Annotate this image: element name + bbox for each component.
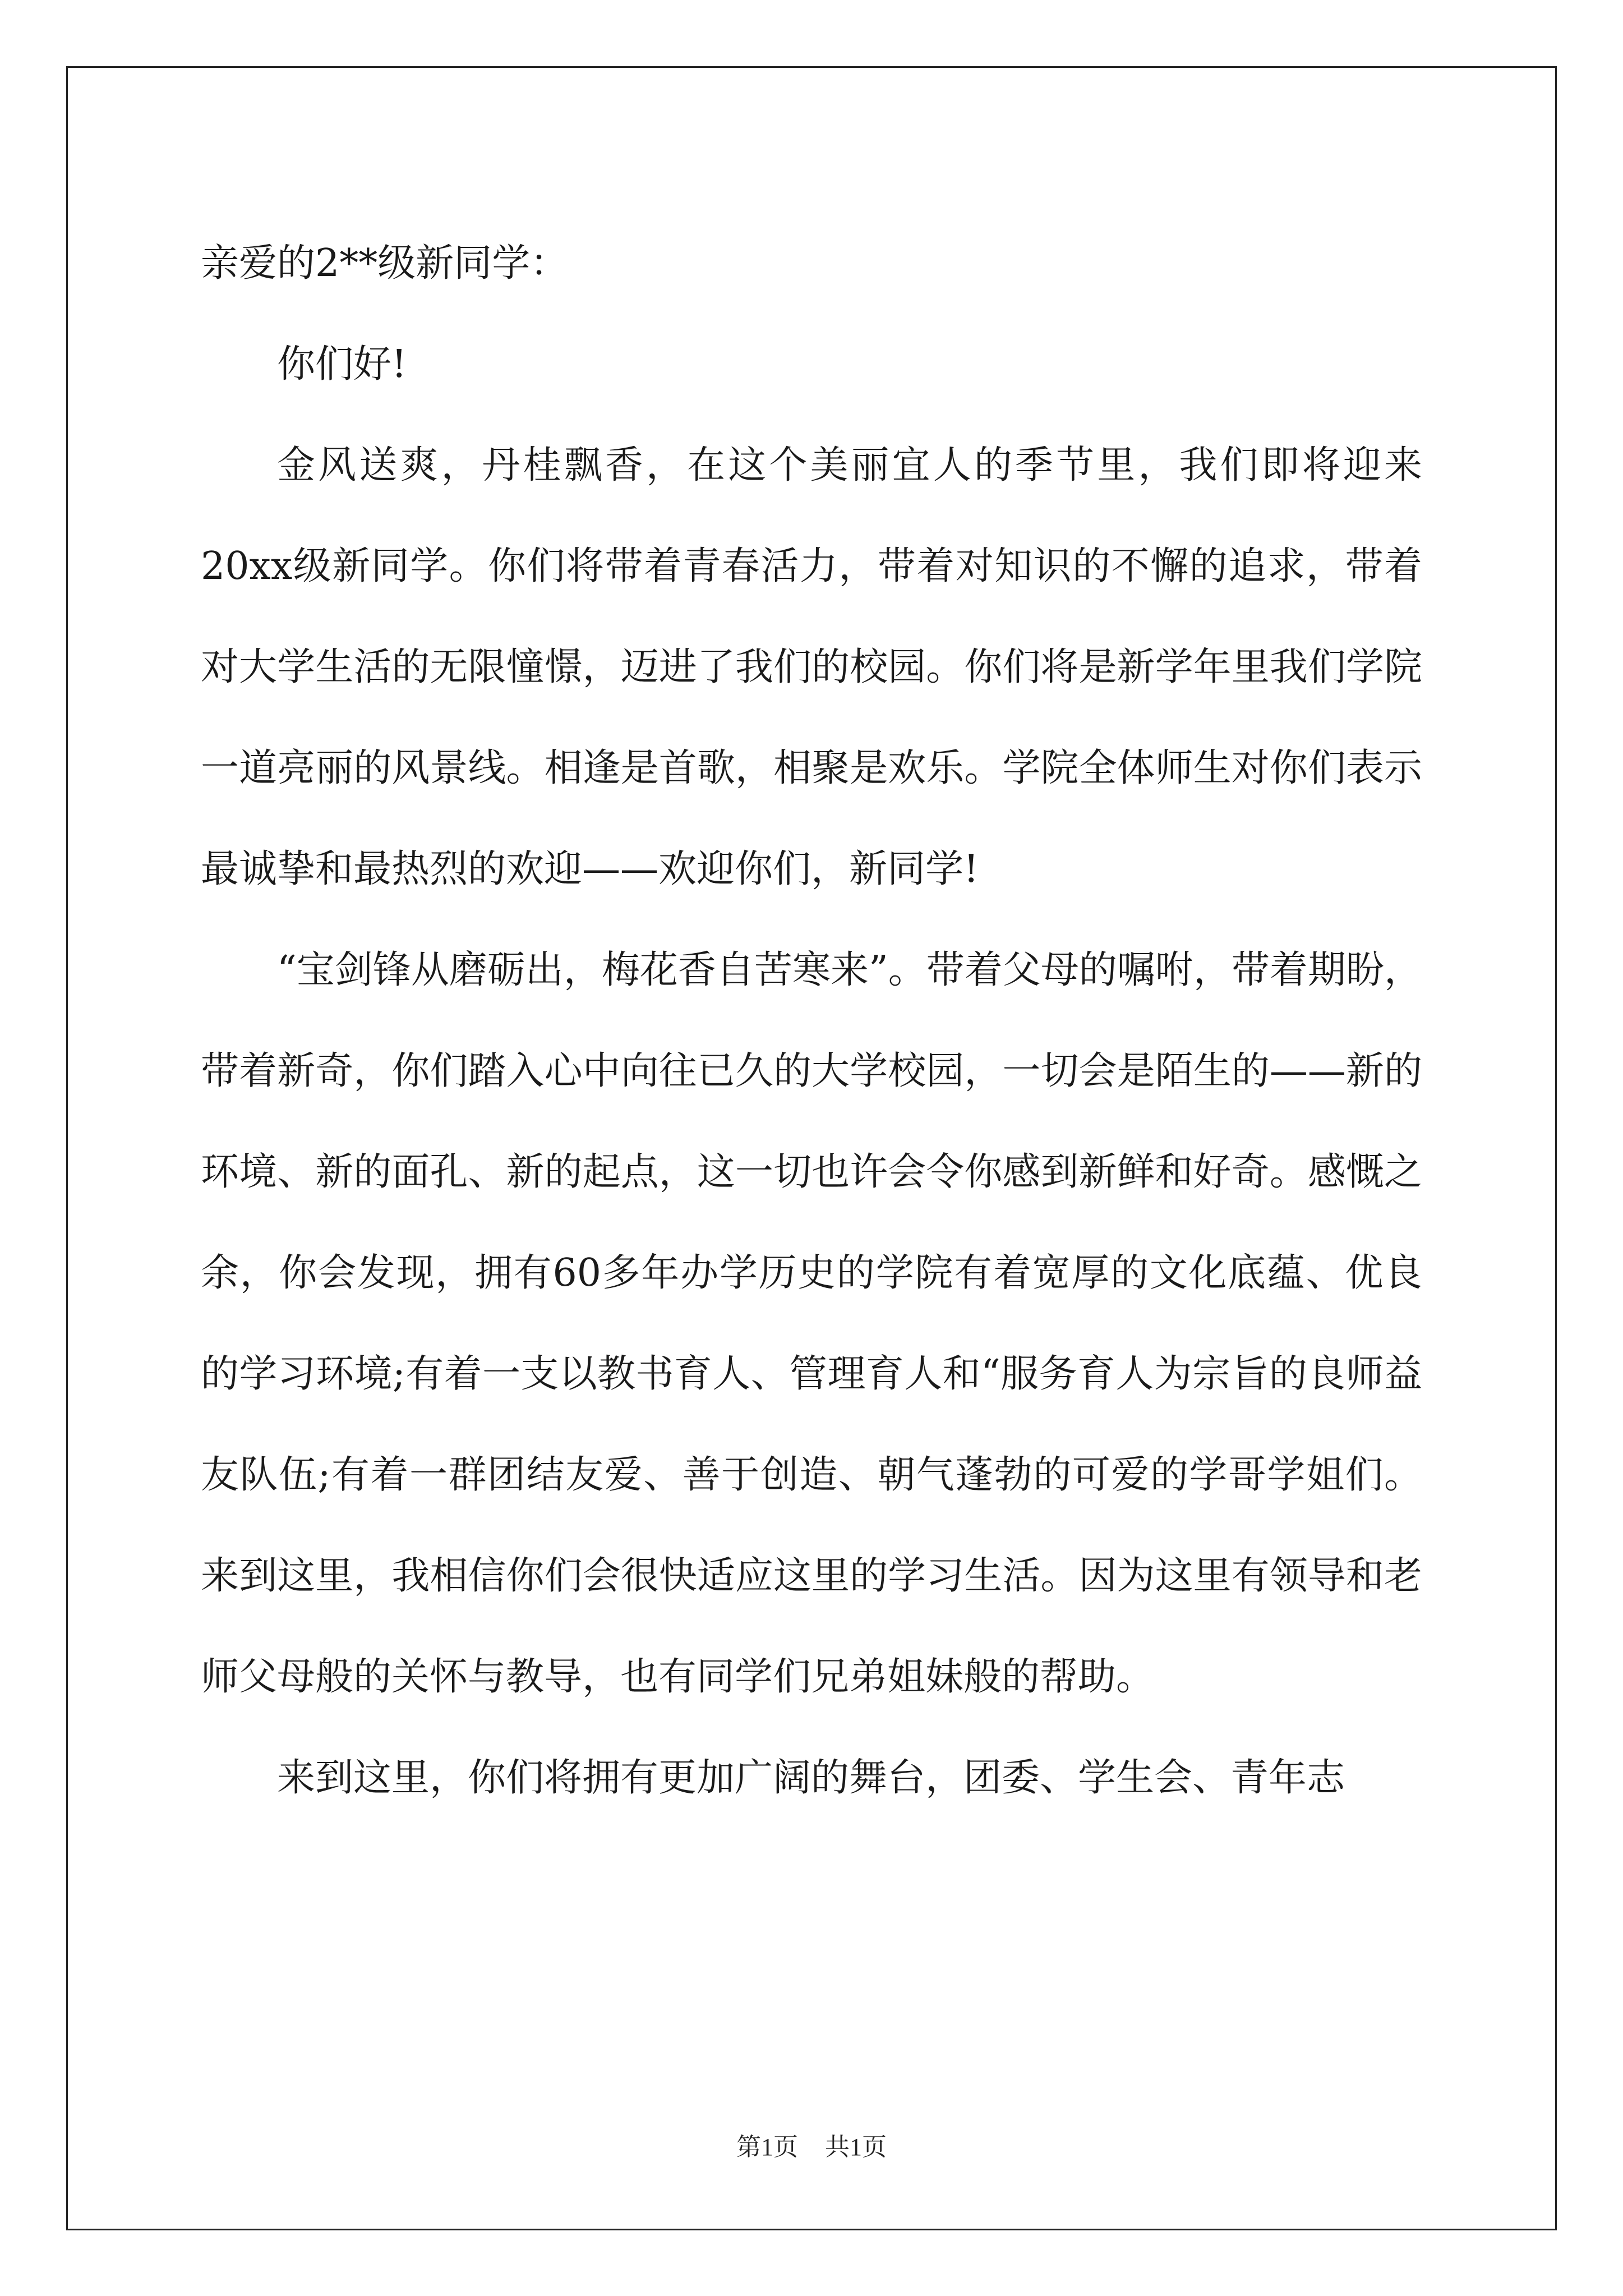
- paragraph-1: 金风送爽，丹桂飘香，在这个美丽宜人的季节里，我们即将迎来20xx级新同学。你们将带着青春活力，带着对知识的不懈的追求，带着对大学生活的无限憧憬，迈进了我们的校园。你们将是新学年里我们学院一道亮丽的风景线。相逢是首歌，相聚是欢乐。学院全体师生对你们表示最诚挚和最热烈的欢迎——欢迎你们，新同学!: [201, 443, 1422, 891]
- page-footer: [0, 2131, 1623, 2164]
- page-number-current: 第1页: [736, 2133, 798, 2161]
- salutation: 亲爱的2**级新同学：: [201, 241, 569, 286]
- page-number-total: 共1页: [825, 2133, 887, 2161]
- paragraph-3: 来到这里，你们将拥有更加广阔的舞台，团委、学生会、青年志: [277, 1756, 1345, 1800]
- paragraph-2: “宝剑锋从磨砺出，梅花香自苦寒来”。带着父母的嘱咐，带着期盼，带着新奇，你们踏入心中向往已久的大学校园，一切会是陌生的——新的环境、新的面孔、新的起点，这一切也许会令你感到新鲜和好奇。感慨之余，你会发现，拥有60多年办学历史的学院有着宽厚的文化底蕴、优良的学习环境;有着一支以教书育人、管理育人和“服务育人为宗旨的良师益友队伍;有着一群团结友爱、善于创造、朝气蓬勃的可爱的学哥学姐们。来到这里，我相信你们会很快适应这里的学习生活。因为这里有领导和老师父母般的关怀与教导，也有同学们兄弟姐妹般的帮助。: [201, 948, 1422, 1699]
- letter-body: [201, 213, 1422, 1829]
- greeting: 你们好!: [277, 342, 407, 386]
